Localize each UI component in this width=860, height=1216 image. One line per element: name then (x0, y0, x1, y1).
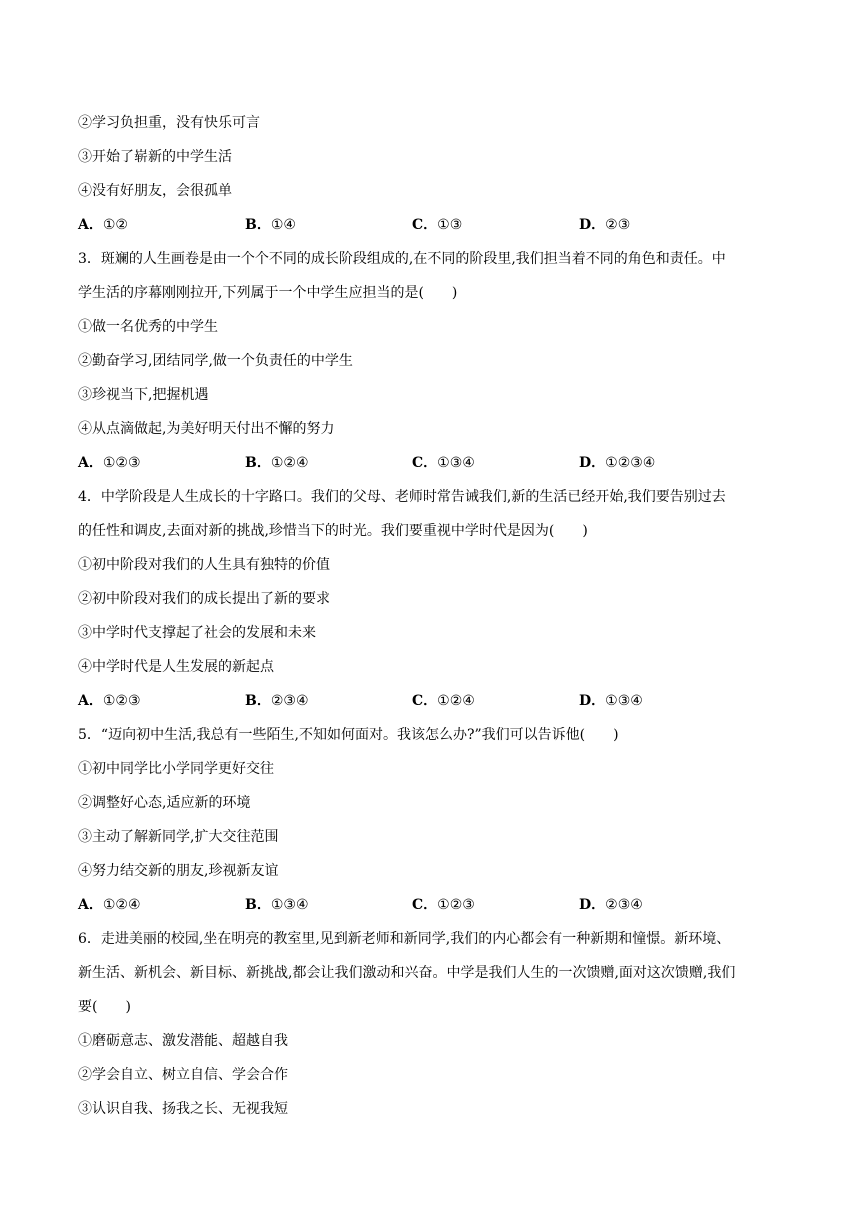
question-item: ②调整好心态,适应新的环境 (78, 795, 251, 811)
question-item: ③主动了解新同学,扩大交往范围 (78, 829, 279, 845)
option-c: C．①③ (412, 217, 463, 233)
question-item: ①初中同学比小学同学更好交往 (78, 761, 274, 777)
option-c: C．①②④ (412, 693, 475, 709)
question-item: ③开始了崭新的中学生活 (78, 149, 232, 165)
option-a: A．①②③ (78, 455, 141, 471)
option-d: D．①②③④ (579, 455, 656, 471)
question-item: ③中学时代支撑起了社会的发展和未来 (78, 625, 316, 641)
option-d: D．②③④ (579, 897, 643, 913)
question-item: ①初中阶段对我们的人生具有独特的价值 (78, 557, 330, 573)
question-6 (78, 922, 788, 1126)
question-stem: 6．走进美丽的校园,坐在明亮的教室里,见到新老师和新同学,我们的内心都会有一种新期和憧憬。新环境、 (78, 931, 731, 947)
question-item: ④没有好朋友，会很孤单 (78, 183, 232, 199)
question-item: ④努力结交新的朋友,珍视新友谊 (78, 863, 279, 879)
question-item: ②勤奋学习,团结同学,做一个负责任的中学生 (78, 353, 353, 369)
option-a: A．①②④ (78, 897, 141, 913)
option-d: D．②③ (579, 217, 631, 233)
question-item: ②初中阶段对我们的成长提出了新的要求 (78, 591, 330, 607)
question-item: ①做一名优秀的中学生 (78, 319, 218, 335)
question-item: ③认识自我、扬我之长、无视我短 (78, 1101, 288, 1117)
question-4 (78, 480, 788, 718)
question-stem: 要( ) (78, 999, 131, 1015)
answer-options (78, 446, 788, 480)
question-stem: 3．斑斓的人生画卷是由一个个不同的成长阶段组成的,在不同的阶段里,我们担当着不同的角色和责任。中 (78, 251, 726, 267)
option-c: C．①③④ (412, 455, 475, 471)
option-d: D．①③④ (579, 693, 643, 709)
question-item: ④中学时代是人生发展的新起点 (78, 659, 274, 675)
question-3 (78, 242, 788, 480)
question-stem: 4．中学阶段是人生成长的十字路口。我们的父母、老师时常告诫我们,新的生活已经开始,我们要告别过去 (78, 489, 726, 505)
question-item: ①磨砺意志、激发潜能、超越自我 (78, 1033, 288, 1049)
option-b: B．①②④ (245, 455, 309, 471)
answer-options (78, 208, 788, 242)
question-stem: 新生活、新机会、新目标、新挑战,都会让我们激动和兴奋。中学是我们人生的一次馈赠,面对这次馈赠,我们 (78, 965, 736, 981)
option-c: C．①②③ (412, 897, 475, 913)
question-stem: 5．“迈向初中生活,我总有一些陌生,不知如何面对。我该怎么办?”我们可以告诉他( ) (78, 727, 619, 743)
question-item: ②学会自立、树立自信、学会合作 (78, 1067, 288, 1083)
question-item: ③珍视当下,把握机遇 (78, 387, 209, 403)
answer-options (78, 888, 788, 922)
question-item: ②学习负担重，没有快乐可言 (78, 115, 260, 131)
option-a: A．①②③ (78, 693, 141, 709)
option-b: B．①④ (245, 217, 296, 233)
question-stem: 学生活的序幕刚刚拉开,下列属于一个中学生应担当的是( ) (78, 285, 458, 301)
question-5 (78, 718, 788, 922)
question-stem: 的任性和调皮,去面对新的挑战,珍惜当下的时光。我们要重视中学时代是因为( ) (78, 523, 588, 539)
exam-page (78, 106, 788, 1126)
option-a: A．①② (78, 217, 128, 233)
question-item: ④从点滴做起,为美好明天付出不懈的努力 (78, 421, 335, 437)
option-b: B．②③④ (245, 693, 309, 709)
question-continued (78, 106, 788, 242)
option-b: B．①③④ (245, 897, 309, 913)
answer-options (78, 684, 788, 718)
